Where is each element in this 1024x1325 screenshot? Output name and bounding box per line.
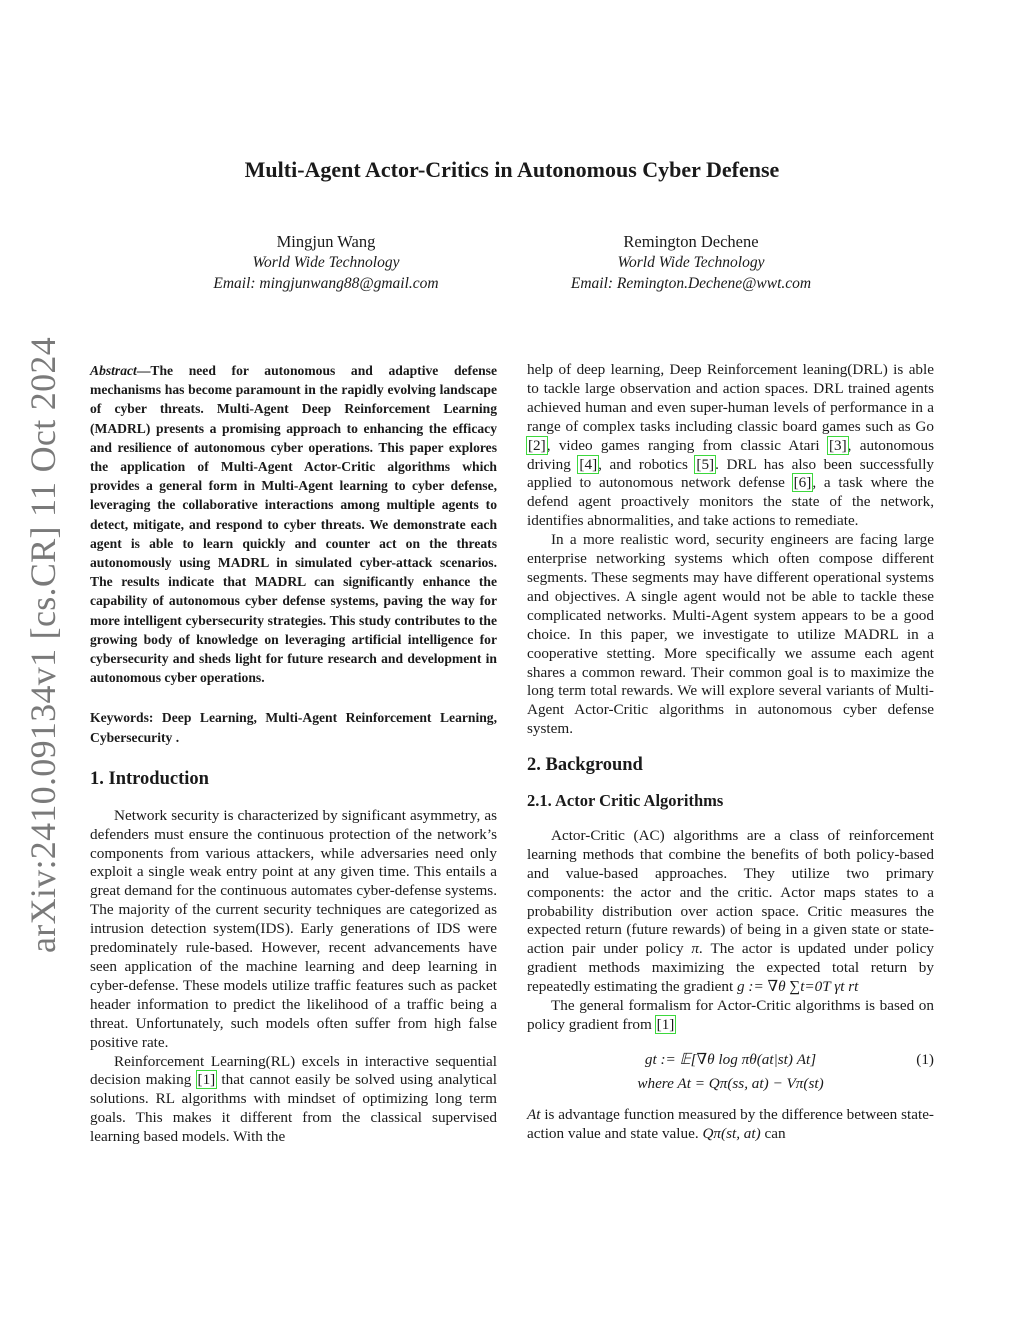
equation-line: where At = Qπ(ss, at) − Vπ(st) [637,1074,824,1092]
author-email: Email: Remington.Dechene@wwt.com [570,275,812,292]
abstract-label: Abstract [90,363,137,378]
arxiv-id: arXiv:2410.09134v1 [cs.CR] 11 Oct 2024 [23,337,63,953]
citation-link[interactable]: [4] [579,455,598,473]
section-heading-background: 2. Background [527,755,643,776]
author-email: Email: mingjunwang88@gmail.com [213,275,439,292]
citation-link[interactable]: [2] [528,436,546,454]
citation-link[interactable]: [5] [696,455,715,473]
paragraph: The general formalism for Actor-Critic algorithms is based on policy gradient from [1] [527,997,934,1033]
author-block-2 [531,231,851,294]
paragraph: At is advantage function measured by the difference between state-action value and state value. Qπ(st, at) can [527,1105,934,1142]
math-gradient: g := ∇θ ∑t=0T γt rt [737,978,859,996]
arxiv-stamp [20,337,66,953]
author-affiliation: World Wide Technology [617,254,765,271]
math-pi: π [691,940,699,958]
paragraph: Actor-Critic (AC) algorithms are a class of reinforcement learning methods that combine the benefits of both policy-based and value-based approaches. They utilize two primary components: the actor and the critic. Actor maps states to a probability distribution over action space. Critic measures the expected return (future rewards) of being in a given state or state-action pair under policy π. The actor is updated under policy gradient methods maximizing the expected total return by repeatedly estimating the gradient g := ∇θ ∑t=0T γt rt [527,826,934,996]
citation-link[interactable]: [6] [793,474,812,492]
author-name: Remington Dechene [623,232,759,251]
author-name: Mingjun Wang [276,232,376,251]
citation-link[interactable]: [1] [197,1071,216,1089]
paragraph: Reinforcement Learning(RL) excels in interactive sequential decision making [1] that cannot easily be solved using analytical solutions. RL algorithms with mindset of optimizing long term goals. This makes it different from the classical supervised learning based models. With the [90,1052,498,1146]
citation-link[interactable]: [1] [656,1016,675,1033]
abstract [90,361,497,687]
equation-number: (1) [916,1050,934,1068]
equation-line: gt := 𝔼[∇θ log πθ(at|st) At] [644,1050,817,1068]
paragraph: help of deep learning, Deep Reinforcement leaning(DRL) is able to tackle large observation and action spaces. DRL trained agents achieved human and even super-human levels of performance in a range of complex tasks including classic board games such as Go [2], video games ranging from classic Atari [3], autonomous driving [4], and robotics [5]. DRL has also been successfully applied to autonomous network defense [6], a task where the defend agent proactively monitors the state of the network, identifies abnormalities, and take actions to remediate. [527,361,935,530]
keywords: Keywords: Deep Learning, Multi-Agent Reinforcement Learning, Cybersecurity . [90,710,497,745]
left-column [90,361,497,1147]
abstract-text: —The need for autonomous and adaptive defense mechanisms has become paramount in the rapidly evolving landscape of cyber threats. Multi-Agent Deep Reinforcement Learning (MADRL) presents a promising approach to enhancing the efficacy and resilience of autonomous cyber operations. This paper explores the application of Multi-Agent Actor-Critic algorithms which provides a general form in Multi-Agent learning to cyber defense, leveraging the collaborative interactions among multiple agents to detect, mitigate, and respond to cyber threats. We demonstrate each agent is able to learn quickly and counter act on the threats autonomously using MADRL in simulated cyber-attack scenarios. The results indicate that MADRL can significantly enhance the capability of autonomous cyber defense systems, paving the way for more intelligent cybersecurity strategies. This study contributes to the growing body of knowledge on leveraging artificial intelligence for cybersecurity and sheds light for future research and development in autonomous cyber operations. [90,363,497,686]
citation-link[interactable]: [3] [828,436,847,454]
paragraph: In a more realistic word, security engineers are facing large enterprise networking systems which often compose different segments. These segments may have different operational systems and objectives. A single agent would not be able to tackle these complicated networks. Multi-Agent system appears to be a good choice. In this paper, we investigate to utilize MADRL in a cooperative stetting. More specifically we assume each agent shares a common reward. Their common goal is to maximize the long term total rewards. We will explore several variants of Multi-Agent Actor-Critic algorithms in autonomous cyber defense system. [527,531,934,738]
equation-1 [527,1048,934,1096]
author-affiliation: World Wide Technology [252,254,400,271]
paper-title: Multi-Agent Actor-Critics in Autonomous Cyber Defense [244,157,780,182]
right-column [527,361,934,1144]
section-heading-introduction: 1. Introduction [90,768,209,789]
subsection-heading-actor-critic: 2.1. Actor Critic Algorithms [527,791,724,811]
author-block-1 [166,231,486,294]
paragraph: Network security is characterized by significant asymmetry, as defenders must ensure the continuous protection of the network’s components from various attackers, while adversaries need only exploit a single weak entry point at any given time. This entails a great demand for the continuous automates cyber-defense systems. The majority of the current security techniques are categorized as intrusion detection system(IDS). Early generations of IDS were predominately rule-based. However, recent advancements have seen application of the machine learning and deep learning in cyber-defense. These models utilize traffic features such as packet header information to predict the likelihood of a traffic being a threat. Unfortunately, such models often suffer from high false positive rate. [90,806,497,1051]
